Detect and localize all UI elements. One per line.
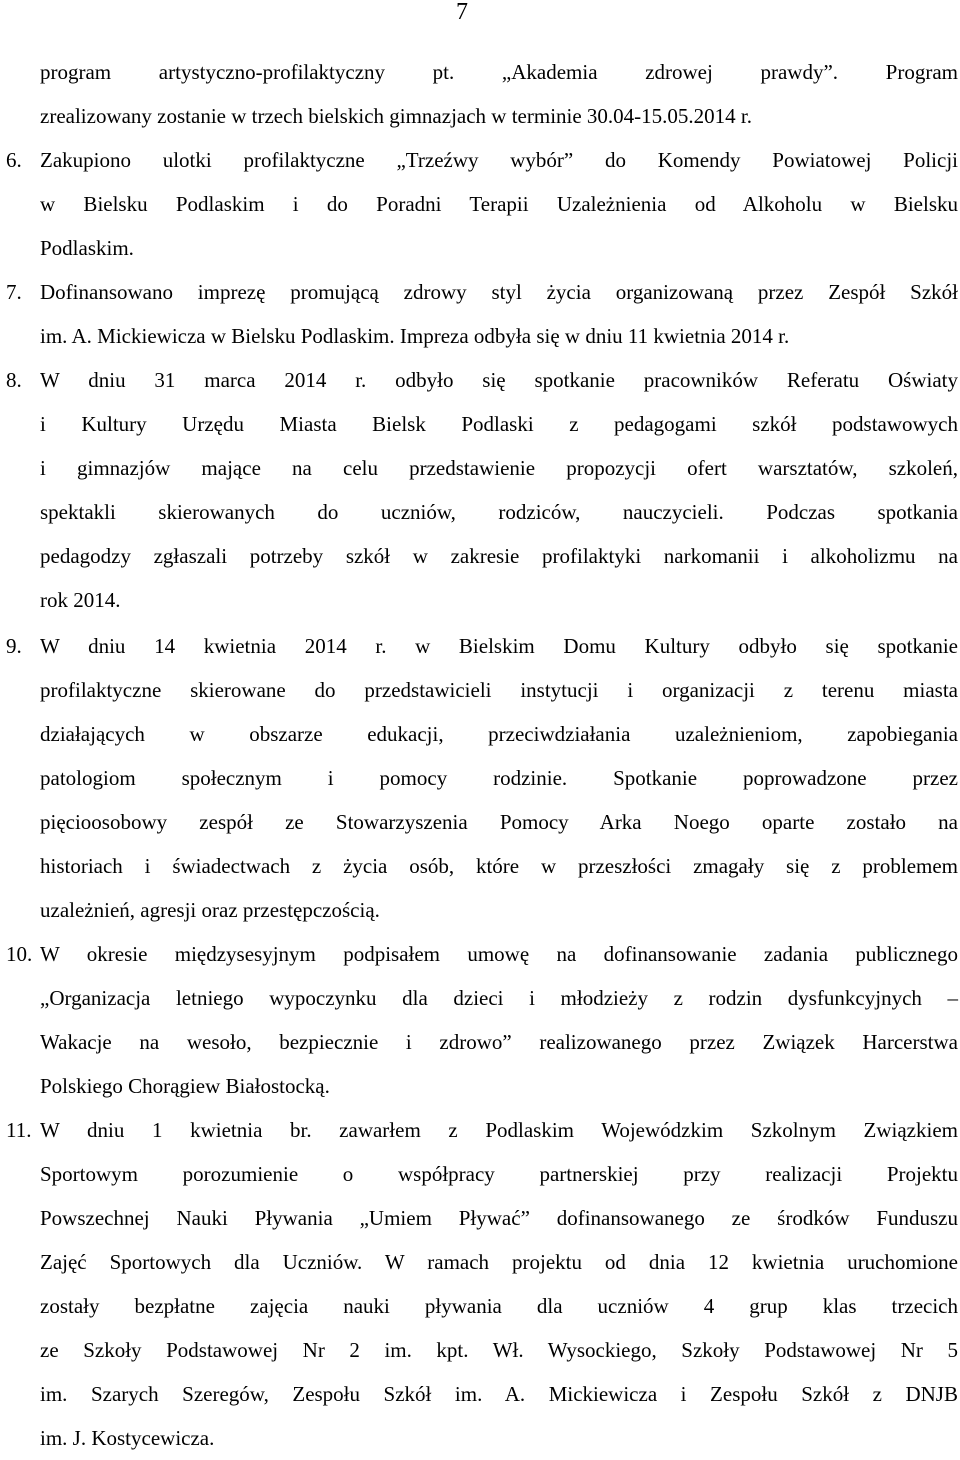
paragraph-line: profilaktyczne skierowane do przedstawicieli instytucji i organizacji z terenu miasta	[40, 678, 958, 702]
paragraph-line: w Bielsku Podlaskim i do Poradni Terapii Uzależnienia od Alkoholu w Bielsku	[40, 192, 958, 216]
paragraph-line: Dofinansowano imprezę promującą zdrowy styl życia organizowaną przez Zespół Szkół	[40, 280, 958, 304]
list-item-7-line	[6, 270, 958, 314]
paragraph-line: zrealizowany zostanie w trzech bielskich gimnazjach w terminie 30.04-15.05.2014 r.	[40, 104, 753, 128]
paragraph-line: patologiom społecznym i pomocy rodzinie. Spotkanie poprowadzone przez	[40, 766, 958, 790]
paragraph-line: i gimnazjów mające na celu przedstawienie propozycji ofert warsztatów, szkoleń,	[40, 456, 958, 480]
paragraph-line: pedagodzy zgłaszali potrzeby szkół w zakresie profilaktyki narkomanii i alkoholizmu na	[40, 544, 958, 568]
paragraph-line: program artystyczno-profilaktyczny pt. „Akademia zdrowej prawdy”. Program	[40, 60, 958, 84]
paragraph-line: Zajęć Sportowych dla Uczniów. W ramach projektu od dnia 12 kwietnia uruchomione	[40, 1250, 958, 1274]
paragraph-line: uzależnień, agresji oraz przestępczością.	[40, 898, 380, 922]
paragraph-line: rok 2014.	[40, 588, 121, 612]
paragraph-line: Polskiego Chorągiew Białostocką.	[40, 1074, 330, 1098]
list-item-10-line	[6, 932, 958, 976]
paragraph-line: im. A. Mickiewicza w Bielsku Podlaskim. Impreza odbyła się w dniu 11 kwietnia 2014 r.	[40, 324, 790, 348]
item-number: 10.	[6, 942, 33, 966]
page-number: 7	[456, 0, 468, 25]
paragraph-line: im. Szarych Szeregów, Zespołu Szkół im. A. Mickiewicza i Zespołu Szkół z DNJB	[40, 1382, 958, 1406]
paragraph-line: spektakli skierowanych do uczniów, rodziców, nauczycieli. Podczas spotkania	[40, 500, 958, 524]
paragraph-line: Podlaskim.	[40, 236, 134, 260]
list-item-8-line	[6, 358, 958, 402]
paragraph-line: pięcioosobowy zespół ze Stowarzyszenia Pomocy Arka Noego oparte zostało na	[40, 810, 958, 834]
item-number: 9.	[6, 634, 22, 658]
paragraph-line: W dniu 1 kwietnia br. zawarłem z Podlaskim Wojewódzkim Szkolnym Związkiem	[40, 1118, 958, 1142]
paragraph-line: „Organizacja letniego wypoczynku dla dzieci i młodzieży z rodzin dysfunkcyjnych –	[40, 986, 958, 1010]
list-item-9-line	[6, 624, 958, 668]
paragraph-line: Powszechnej Nauki Pływania „Umiem Pływać” dofinansowanego ze środków Funduszu	[40, 1206, 958, 1230]
paragraph-line: działających w obszarze edukacji, przeciwdziałania uzależnieniom, zapobiegania	[40, 722, 958, 746]
paragraph-line: Zakupiono ulotki profilaktyczne „Trzeźwy wybór” do Komendy Powiatowej Policji	[40, 148, 958, 172]
item-number: 7.	[6, 280, 22, 304]
paragraph-line: W okresie międzysesyjnym podpisałem umowę na dofinansowanie zadania publicznego	[40, 942, 958, 966]
paragraph-line: zostały bezpłatne zajęcia nauki pływania dla uczniów 4 grup klas trzecich	[40, 1294, 958, 1318]
list-item-11-line	[6, 1108, 958, 1152]
item-number: 11.	[6, 1118, 32, 1142]
paragraph-line: historiach i świadectwach z życia osób, które w przeszłości zmagały się z problemem	[40, 854, 958, 878]
paragraph-line: i Kultury Urzędu Miasta Bielsk Podlaski z pedagogami szkół podstawowych	[40, 412, 958, 436]
paragraph-line: Wakacje na wesoło, bezpiecznie i zdrowo” realizowanego przez Związek Harcerstwa	[40, 1030, 958, 1054]
paragraph-line: Sportowym porozumienie o współpracy partnerskiej przy realizacji Projektu	[40, 1162, 958, 1186]
paragraph-line: im. J. Kostycewicza.	[40, 1426, 215, 1450]
paragraph-line: W dniu 31 marca 2014 r. odbyło się spotkanie pracowników Referatu Oświaty	[40, 368, 958, 392]
paragraph-line: ze Szkoły Podstawowej Nr 2 im. kpt. Wł. Wysockiego, Szkoły Podstawowej Nr 5	[40, 1338, 958, 1362]
list-item-6-line	[6, 138, 958, 182]
paragraph-line: W dniu 14 kwietnia 2014 r. w Bielskim Domu Kultury odbyło się spotkanie	[40, 634, 958, 658]
item-number: 6.	[6, 148, 22, 172]
item-number: 8.	[6, 368, 22, 392]
